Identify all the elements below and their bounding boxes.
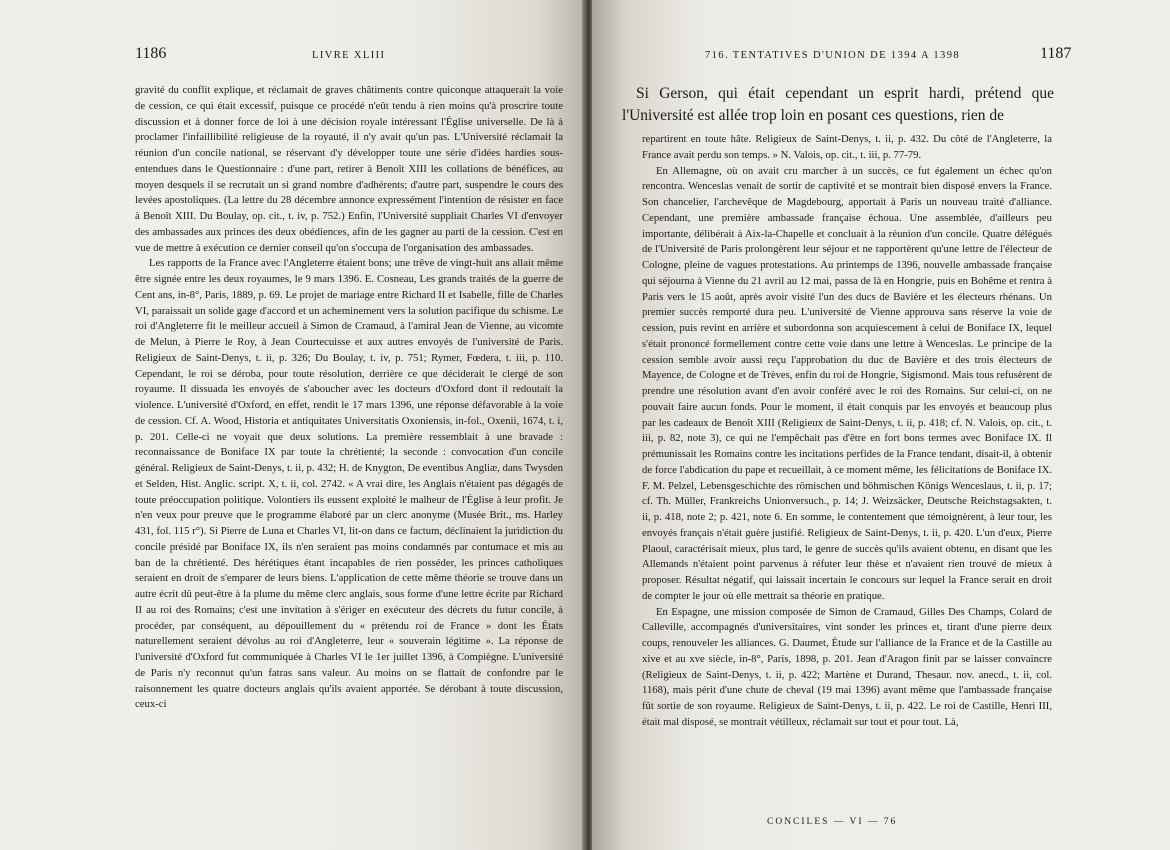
left-running-head: LIVRE XLIII [312,50,386,61]
right-paragraph-2: En Allemagne, où on avait cru marcher à un succès, ce fut également un échec qu'on rencontra. Wenceslas venait de sortir de captivité et se montrait bien disposé envers la France. Son chancelier, l'archevêque de Magdebourg, apportait à Paris un nouveau traité d'alliance. Cependant, une première ambassade française échoua. Une assemblée, d'ailleurs peu importante, délibérait à Aix-la-Chapelle et concluait à la réunion d'un concile. Quatre délégués de l'Université de Paris prolongèrent leur séjour et ne rapportèrent qu'une lettre de l'électeur de Cologne, pleine de vagues protestations. Au printemps de 1396, nouvelle ambassade française qui séjourna à Vienne du 21 avril au 12 mai, passa de là en Hongrie, puis en Bohême et rentra à Paris vers le 15 août, après avoir visité l'un des ducs de Bavière et les électeurs rhénans. Un premier succès remporté dura peu. L'université de Vienne approuva sans réserve la voie de cession, puis revint en arrière et subordonna son acquiescement à celui de Boniface IX, lequel s'était prononcé formellement contre cette voie dans une lettre à Wenceslas. Le principe de la cession semble avoir aussi reçu l'approbation du duc de Bavière et des trois électeurs de Mayence, de Cologne et de Trèves, enfin du roi de Hongrie, Sigismond. Mais tous refusèrent de prendre une résolution avant d'en avoir conféré avec le roi des Romains. Sur celui-ci, on ne pouvait faire aucun fonds. Pour le moment, il était conquis par les envoyés et beaucoup plus par les cadeaux de Benoît XIII (Religieux de Saint-Denys, t. ii, p. 418; cf. N. Valois, op. cit., t. iii, p. 82, note 3), ce qui ne l'empêchait pas d'être en fort bons termes avec Boniface IX. Il prémunissait les Romains contre les incitations perfides de la France tendant, disait-il, à obtenir de force l'abdication du pape et recueillait, à ce moment même, les félicitations de Boniface IX. F. M. Pelzel, Lebensgeschichte des römischen und böhmischen Königs Wenceslaus, t. ii, p. 17; cf. Th. Müller, Frankreichs Unionversuch., p. 14; J. Weizsäcker, Deutsche Reichstagsakten, t. ii, p. 418, note 2; p. 421, note 6. En somme, le contentement que témoignèrent, à leur tour, les envoyés français n'était guère justifié. Religieux de Saint-Denys, t. ii, p. 420. L'un d'eux, Pierre Plaoul, caractérisait mieux, plus tard, le genre de succès qu'ils avaient obtenu, en disant que les Allemands n'étaient point parvenus à réfuter leur thèse et n'avaient rien trouvé de mieux à proposer. Résultat négatif, qui laissait incertain le concours sur lequel la France serait en droit de compter le jour où elle mettrait sa théorie en pratique. [642,164,1052,602]
left-page-body [135,83,563,713]
signature-mark: CONCILES — VI — 76 [767,817,898,827]
left-page-number: 1186 [135,45,167,62]
right-paragraph-1: repartirent en toute hâte. Religieux de Saint-Denys, t. ii, p. 432. Du côté de l'Angleterre, la France avait perdu son temps. » N. Valois, op. cit., t. iii, p. 77-79. [642,133,1052,161]
right-paragraph-3: En Espagne, une mission composée de Simon de Cramaud, Gilles Des Champs, Colard de Calleville, accompagnés d'universitaires, vint sonder les princes et, tirant d'une pierre deux coups, renouveler les alliances. G. Daumet, Étude sur l'alliance de la France et de la Castille au xive et au xve siècle, in-8°, Paris, 1898, p. 201. Jean d'Aragon finit par se laisser convaincre (Religieux de Saint-Denys, t. ii, p. 422; Martène et Durand, Thesaur. nov. anecd., t. ii, col. 1168), mais périt d'une chute de cheval (19 mai 1396) avant même que l'ambassade française fût sortie de son royaume. Religieux de Saint-Denys, t. ii, p. 422. Le roi de Castille, Henri III, était mal disposé, se montrait vétilleux, réclamait sur tout et pour tout. Là, [642,605,1052,728]
left-paragraph-2: Les rapports de la France avec l'Angleterre étaient bons; une trêve de vingt-huit ans allait même être signée entre les deux royaumes, le 9 mars 1396. E. Cosneau, Les grands traités de la guerre de Cent ans, in-8°, Paris, 1889, p. 69. Le projet de mariage entre Richard II et Isabelle, fille de Charles VI, paraissait un solide gage d'accord et un acheminement vers la solution pacifique du schisme. Le roi d'Angleterre fit le meilleur accueil à Simon de Cramaud, à l'amiral Jean de Vienne, au vicomte de Melun, à Pierre le Roy, à Jean Courtecuisse et aux autres envoyés de l'université de Paris. Religieux de Saint-Denys, t. ii, p. 326; Du Boulay, t. iv, p. 751; Rymer, Fœdera, t. iii, p. 110. Cependant, le roi se déroba, pour toute résolution, derrière ce que déciderait le clergé de son royaume. Il dissuada les envoyés de s'aboucher avec les docteurs d'Oxford dont il redoutait la violence. L'université d'Oxford, en effet, rendit le 17 mars 1396, une réponse défavorable à la voie de cession. Cf. A. Wood, Historia et antiquitates Universitatis Oxoniensis, in-fol., Oxenii, 1674, t. i, p. 201. Celle-ci ne voyait que deux solutions. La première ressemblait à une bravade : reconnaissance de Boniface IX par toute la chrétienté; la seconde : convocation d'un concile général. Religieux de Saint-Denys, t. ii, p. 432; H. de Knygton, De eventibus Angliæ, dans Twysden et Selden, Hist. Anglic. script. X, t. ii, col. 2742. « A vrai dire, les Anglais n'étaient pas dégagés de toute préoccupation politique. Volontiers ils eussent exploité le malheur de l'Église à leur profit. Je n'en veux pour preuve que le programme élaboré par un clerc anonyme (Musée Brit., ms. Harley 431, fol. 115 r°). Si Pierre de Luna et Charles VI, lit-on dans ce factum, déclinaient la juridiction du concile présidé par Boniface IX, ils n'en seraient pas moins condamnés par contumace et mis au ban de la chrétienté. Des hérétiques étant incapables de rien posséder, les princes catholiques seraient en droit de s'emparer de leurs biens. L'application de cette même théorie se trouve dans un autre écrit dû peut-être à la plume du même clerc anglais, sous forme d'une lettre écrite par Richard II au roi des Romains; c'est une invitation à s'ériger en exécuteur des décrets du futur concile, à procéder, par conséquent, au dépouillement du « prétendu roi de France » dont les États naturellement seraient dévolus au roi d'Angleterre, leur « souverain légitime ». La réponse de l'université d'Oxford fut communiquée à Charles VI le 1er juillet 1396, à Compiègne. L'université de Paris n'y reconnut qu'un fatras sans valeur. Au moins on se flattait de confondre par le raisonnement les quatre docteurs anglais qu'ils avaient apportée. Se dérobant à toute discussion, ceux-ci [135,257,563,711]
left-page [0,0,584,850]
right-page-body [642,132,1052,731]
right-running-head: 716. TENTATIVES D'UNION DE 1394 A 1398 [705,50,961,61]
right-page [592,0,1170,850]
right-lead-text: Si Gerson, qui était cependant un esprit hardi, prétend que l'Université est allée trop loin en posant ces questions, rien de [622,85,1054,124]
right-page-number: 1187 [1040,45,1072,62]
left-paragraph-1: gravité du conflit explique, et réclamait de graves châtiments contre quiconque attaquerait la voie de cession, ce qui était excessif, puisque ce procédé n'eût tendu à rien moins qu'à proscrire toute discussion et à donner force de loi à une décision royale intéressant l'Église universelle. De là à proclamer l'infaillibilité religieuse de la royauté, il n'y avait qu'un pas. L'Université réclamait la réunion d'un concile national, se réservant d'y développer toute une série d'idées hardies sous-entendues dans le Questionnaire : d'une part, retirer à Benoît XIII les collations de bénéfices, au moyen desquels il se recrutait un si grand nombre d'adhérents; d'autre part, suspendre le cours des levées apostoliques. (La lettre du 28 décembre annonce expressément l'intention de résister en face à Benoît XIII. Du Boulay, op. cit., t. iv, p. 752.) Enfin, l'Université suppliait Charles VI d'envoyer des ambassades aux princes des deux obédiences, afin de les gagner au parti de la cession. C'est en vue de mettre à exécution ce dernier conseil qu'on s'occupa de l'organisation des ambassades. [135,84,563,254]
